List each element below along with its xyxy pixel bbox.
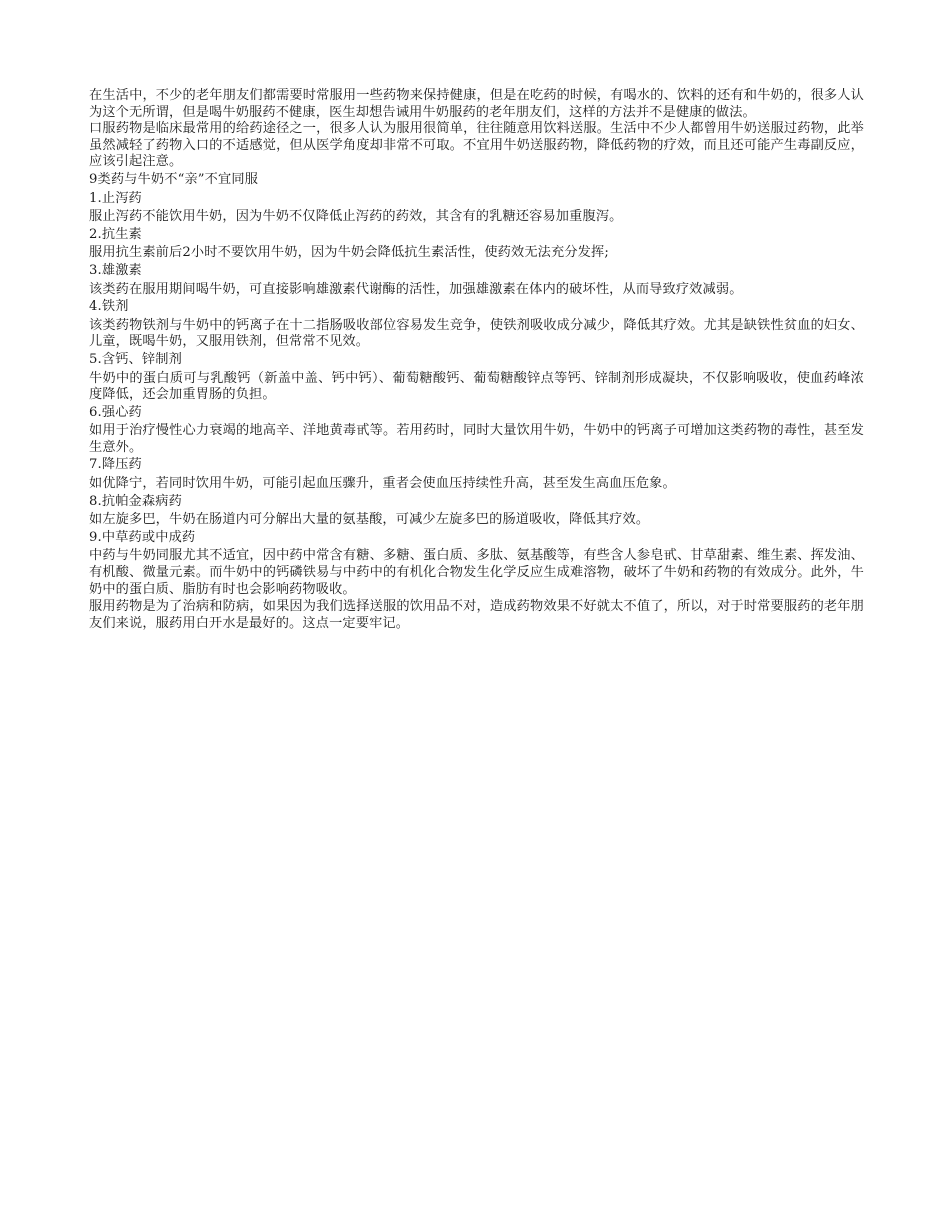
intro-paragraph-1: 在生活中，不少的老年朋友们都需要时常服用一些药物来保持健康，但是在吃药的时候，有喝水的、饮料的还有和牛奶的，很多人认为这个无所谓，但是喝牛奶服药不健康，医生却想告诫用牛奶服药的老年朋友们，这样的方法并不是健康的做法。 [89,88,864,120]
item-heading-8: 8.抗帕金森病药 [89,493,182,509]
item-heading-2: 2.抗生素 [89,226,142,242]
item-heading-5: 5.含钙、锌制剂 [89,351,182,367]
item-heading-1: 1.止泻药 [89,190,142,206]
item-heading-4: 4.铁剂 [89,299,129,315]
item-heading-6: 6.强心药 [89,404,142,420]
item-heading-9: 9.中草药或中成药 [89,529,196,545]
item-text-6: 如用于治疗慢性心力衰竭的地高辛、洋地黄毒甙等。若用药时，同时大量饮用牛奶，牛奶中的钙离子可增加这类药物的毒性，甚至发生意外。 [89,423,864,455]
item-heading-7: 7.降压药 [89,457,142,473]
item-text-2: 服用抗生素前后2小时不要饮用牛奶，因为牛奶会降低抗生素活性，使药效无法充分发挥; [89,245,609,261]
item-text-3: 该类药在服用期间喝牛奶，可直接影响雄激素代谢酶的活性，加强雄激素在体内的破坏性，从而导致疗效减弱。 [89,281,743,297]
item-text-5: 牛奶中的蛋白质可与乳酸钙（新盖中盖、钙中钙）、葡萄糖酸钙、葡萄糖酸锌点等钙、锌制剂形成凝块，不仅影响吸收，使血药峰浓度降低，还会加重胃肠的负担。 [89,370,864,403]
item-text-4: 该类药物铁剂与牛奶中的钙离子在十二指肠吸收部位容易发生竞争，使铁剂吸收成分减少，降低其疗效。尤其是缺铁性贫血的妇女、儿童，既喝牛奶，又服用铁剂，但常常不见效。 [89,317,864,350]
section-title: 9类药与牛奶不“亲”不宜同服 [89,171,259,187]
item-text-9: 中药与牛奶同服尤其不适宜，因中药中常含有糖、多糖、蛋白质、多肽、氨基酸等，有些含人参皂甙、甘草甜素、维生素、挥发油、有机酸、微量元素。而牛奶中的钙磷铁易与中药中的有机化合物发生化学反应生成难溶物，破坏了牛奶和药物的有效成分。此外，牛奶中的蛋白质、脂肪有时也会影响药物吸收。 [89,548,864,597]
item-text-8: 如左旋多巴，牛奶在肠道内可分解出大量的氨基酸，可减少左旋多巴的肠道吸收，降低其疗效。 [89,512,650,528]
item-text-1: 服止泻药不能饮用牛奶，因为牛奶不仅降低止泻药的药效，其含有的乳糖还容易加重腹泻。 [89,209,623,225]
item-heading-3: 3.雄激素 [89,262,142,278]
intro-paragraph-2: 口服药物是临床最常用的给药途径之一，很多人认为服用很简单，往往随意用饮料送服。生活中不少人都曾用牛奶送服过药物，此举虽然减轻了药物入口的不适感觉，但从医学角度却非常不可取。不宜用牛奶送服药物，降低药物的疗效，而且还可能产生毒副反应，应该引起注意。 [89,121,864,170]
document-body [89,88,864,632]
item-text-7: 如优降宁，若同时饮用牛奶，可能引起血压骤升，重者会使血压持续性升高，甚至发生高血压危象。 [89,476,676,492]
closing-paragraph: 服用药物是为了治病和防病，如果因为我们选择送服的饮用品不对，造成药物效果不好就太不值了，所以，对于时常要服药的老年朋友们来说，服药用白开水是最好的。这点一定要牢记。 [89,599,864,631]
